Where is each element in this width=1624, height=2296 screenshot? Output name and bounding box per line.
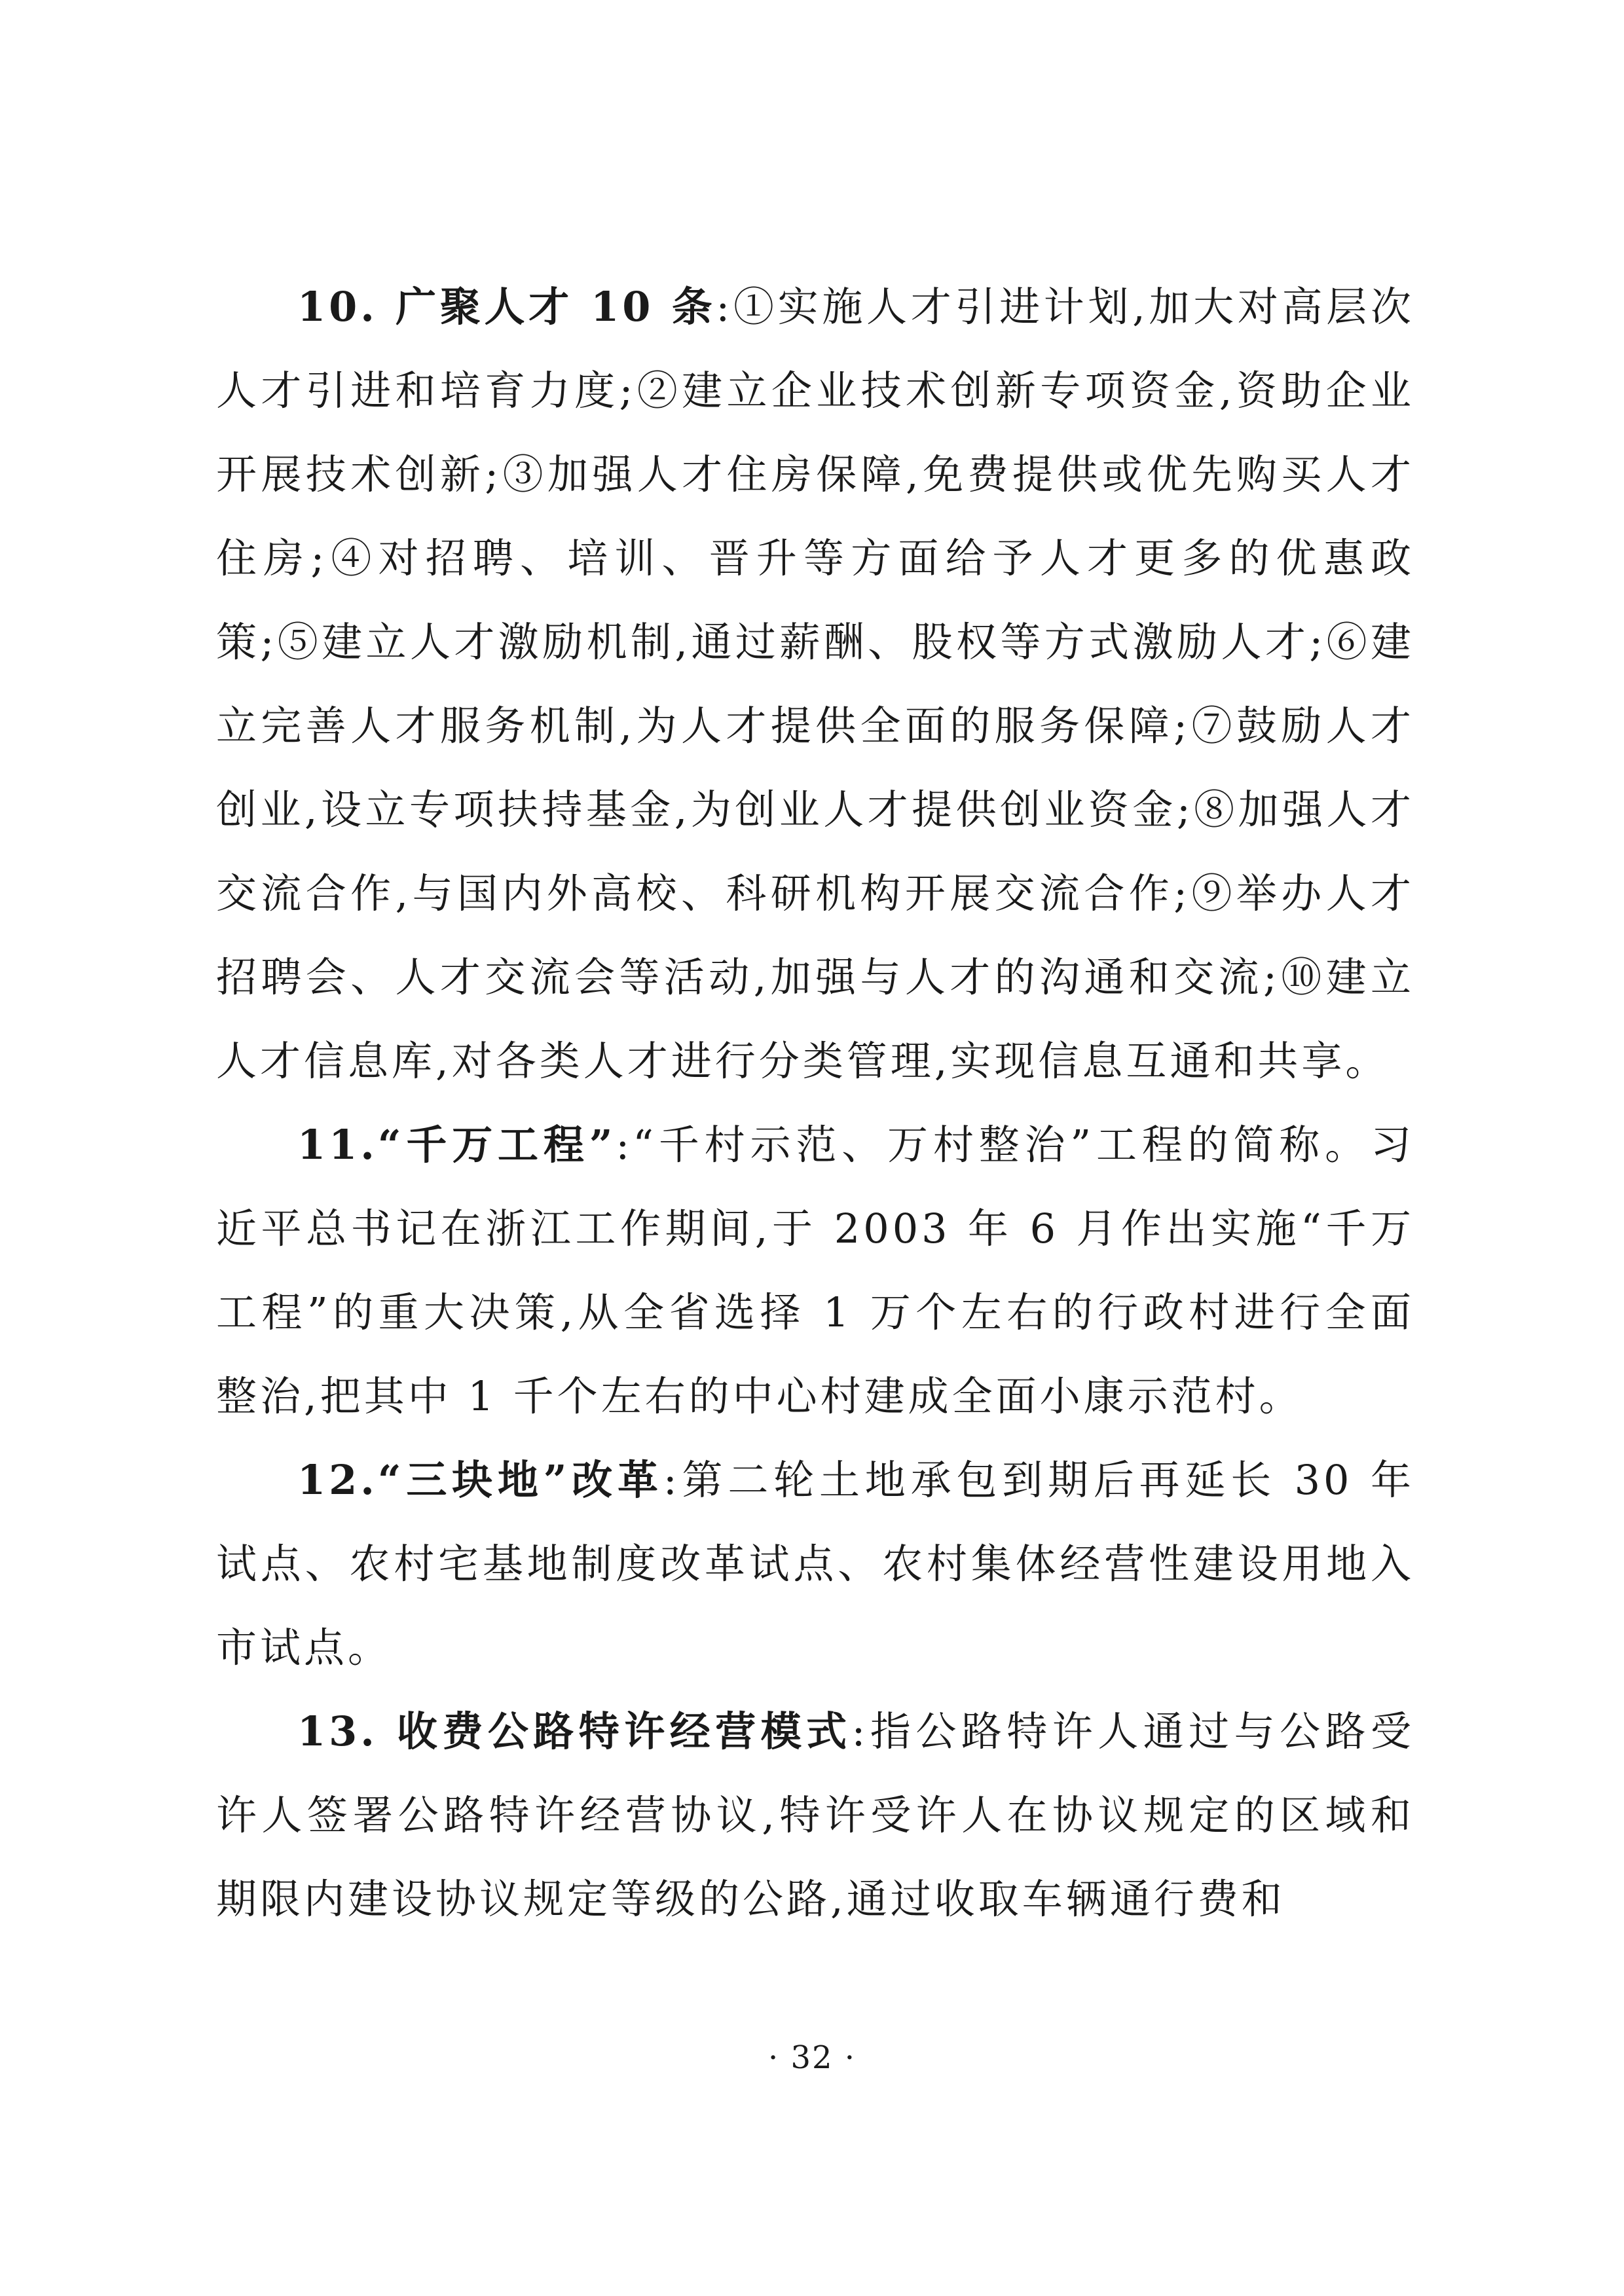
page-body [216,265,1414,1941]
entry-term: 13. 收费公路特许经营模式 [297,1707,852,1755]
entry-term: 10. 广聚人才 10 条 [297,283,716,331]
entry-three-land-reform [216,1438,1414,1690]
entry-text: :①实施人才引进计划,加大对高层次人才引进和培育力度;②建立企业技术创新专项资金,资助企业开展技术创新;③加强人才住房保障,免费提供或优先购买人才住房;④对招聘、培训、晋升等方面给予人才更多的优惠政策;⑤建立人才激励机制,通过薪酬、股权等方式激励人才;⑥建立完善人才服务机制,为人才提供全面的服务保障;⑦鼓励人才创业,设立专项扶持基金,为创业人才提供创业资金;⑧加强人才交流合作,与国内外高校、科研机构开展交流合作;⑨举办人才招聘会、人才交流会等活动,加强与人才的沟通和交流;⑩建立人才信息库,对各类人才进行分类管理,实现信息互通和共享。 [216,283,1414,1085]
entry-text: :指公路特许人通过与公路受许人签署公路特许经营协议,特许受许人在协议规定的区域和期限内建设协议规定等级的公路,通过收取车辆通行费和 [216,1707,1414,1923]
page-number: · 32 · [767,2039,857,2076]
entry-text: :第二轮土地承包到期后再延长 30 年试点、农村宅基地制度改革试点、农村集体经营性建设用地入市试点。 [216,1456,1414,1671]
entry-talent-policy [216,265,1414,1103]
entry-term: 12.“三块地”改革 [297,1456,663,1504]
entry-toll-road-franchise [216,1690,1414,1941]
entry-text: :“千村示范、万村整治”工程的简称。习近平总书记在浙江工作期间,于 2003 年 6 月作出实施“千万工程”的重大决策,从全省选择 1 万个左右的行政村进行全面整治,把其中 1 千个左右的中心村建成全面小康示范村。 [216,1121,1414,1420]
entry-thousand-village-project [216,1103,1414,1438]
entry-term: 11.“千万工程” [297,1121,616,1169]
